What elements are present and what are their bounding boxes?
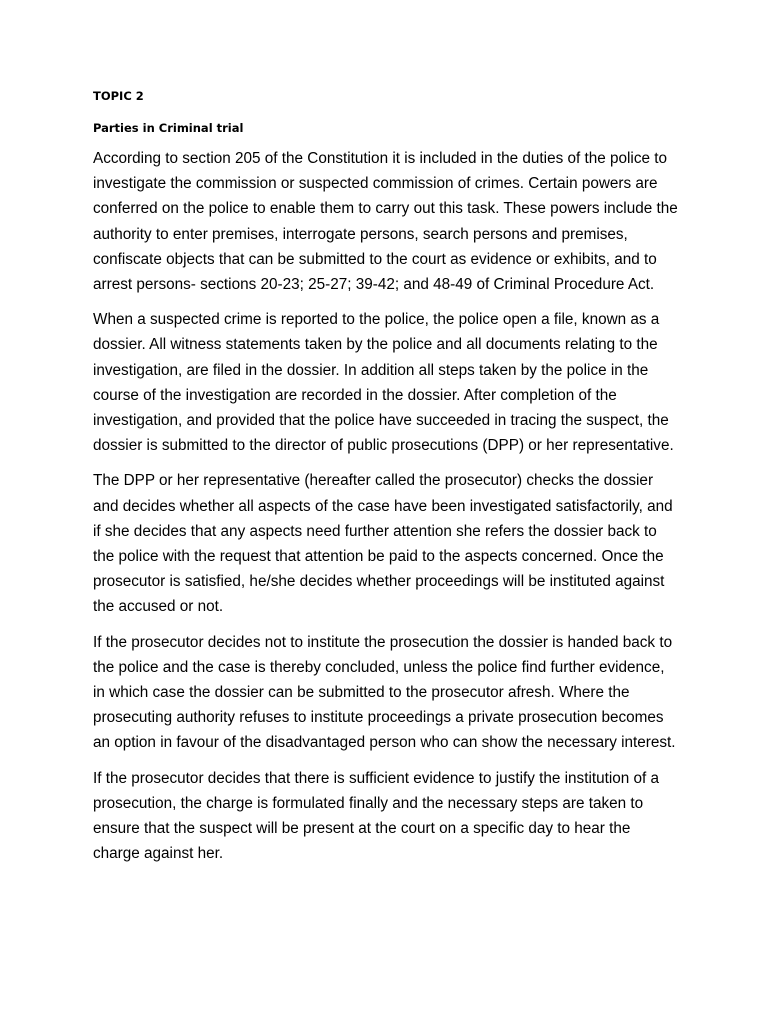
paragraph-dossier: When a suspected crime is reported to the police, the police open a file, known as a dossier. All witness statements taken by the police and all documents relating to the investigation, are filed in the dossier. In addition all steps taken by the police in the course of the investigation are recorded in the dossier. After completion of the investigation, and provided that the police have succeeded in tracing the suspect, the dossier is submitted to the director of public prosecutions (DPP) or her representative. [93, 311, 674, 455]
paragraph-no-prosecution: If the prosecutor decides not to institute the prosecution the dossier is handed back to the police and the case is thereby concluded, unless the police find further evidence, in which case the dossier can be submitted to the prosecutor afresh. Where the prosecuting authority refuses to institute proceedings a private prosecution becomes an option in favour of the disadvantaged person who can show the necessary interest. [93, 633, 676, 752]
document-body [93, 86, 679, 876]
topic-heading: TOPIC 2 [93, 89, 144, 103]
paragraph-dpp-review: The DPP or her representative (hereafter called the prosecutor) checks the dossier and decides whether all aspects of the case have been investigated satisfactorily, and if she decides that any aspects need further attention she refers the dossier back to the police with the request that attention be paid to the aspects concerned. Once the prosecutor is satisfied, he/she decides whether proceedings will be instituted against the accused or not. [93, 472, 673, 616]
paragraph-prosecution: If the prosecutor decides that there is sufficient evidence to justify the institution of a prosecution, the charge is formulated finally and the necessary steps are taken to ensure that the suspect will be present at the court on a specific day to hear the charge against her. [93, 769, 660, 863]
section-title: Parties in Criminal trial [93, 121, 244, 135]
paragraph-police-powers: According to section 205 of the Constitution it is included in the duties of the police to investigate the commission or suspected commission of crimes. Certain powers are conferred on the police to enable them to carry out this task. These powers include the authority to enter premises, interrogate persons, search persons and premises, confiscate objects that can be submitted to the court as evidence or exhibits, and to arrest persons- sections 20-23; 25-27; 39-42; and 48-49 of Criminal Procedure Act. [93, 150, 678, 294]
